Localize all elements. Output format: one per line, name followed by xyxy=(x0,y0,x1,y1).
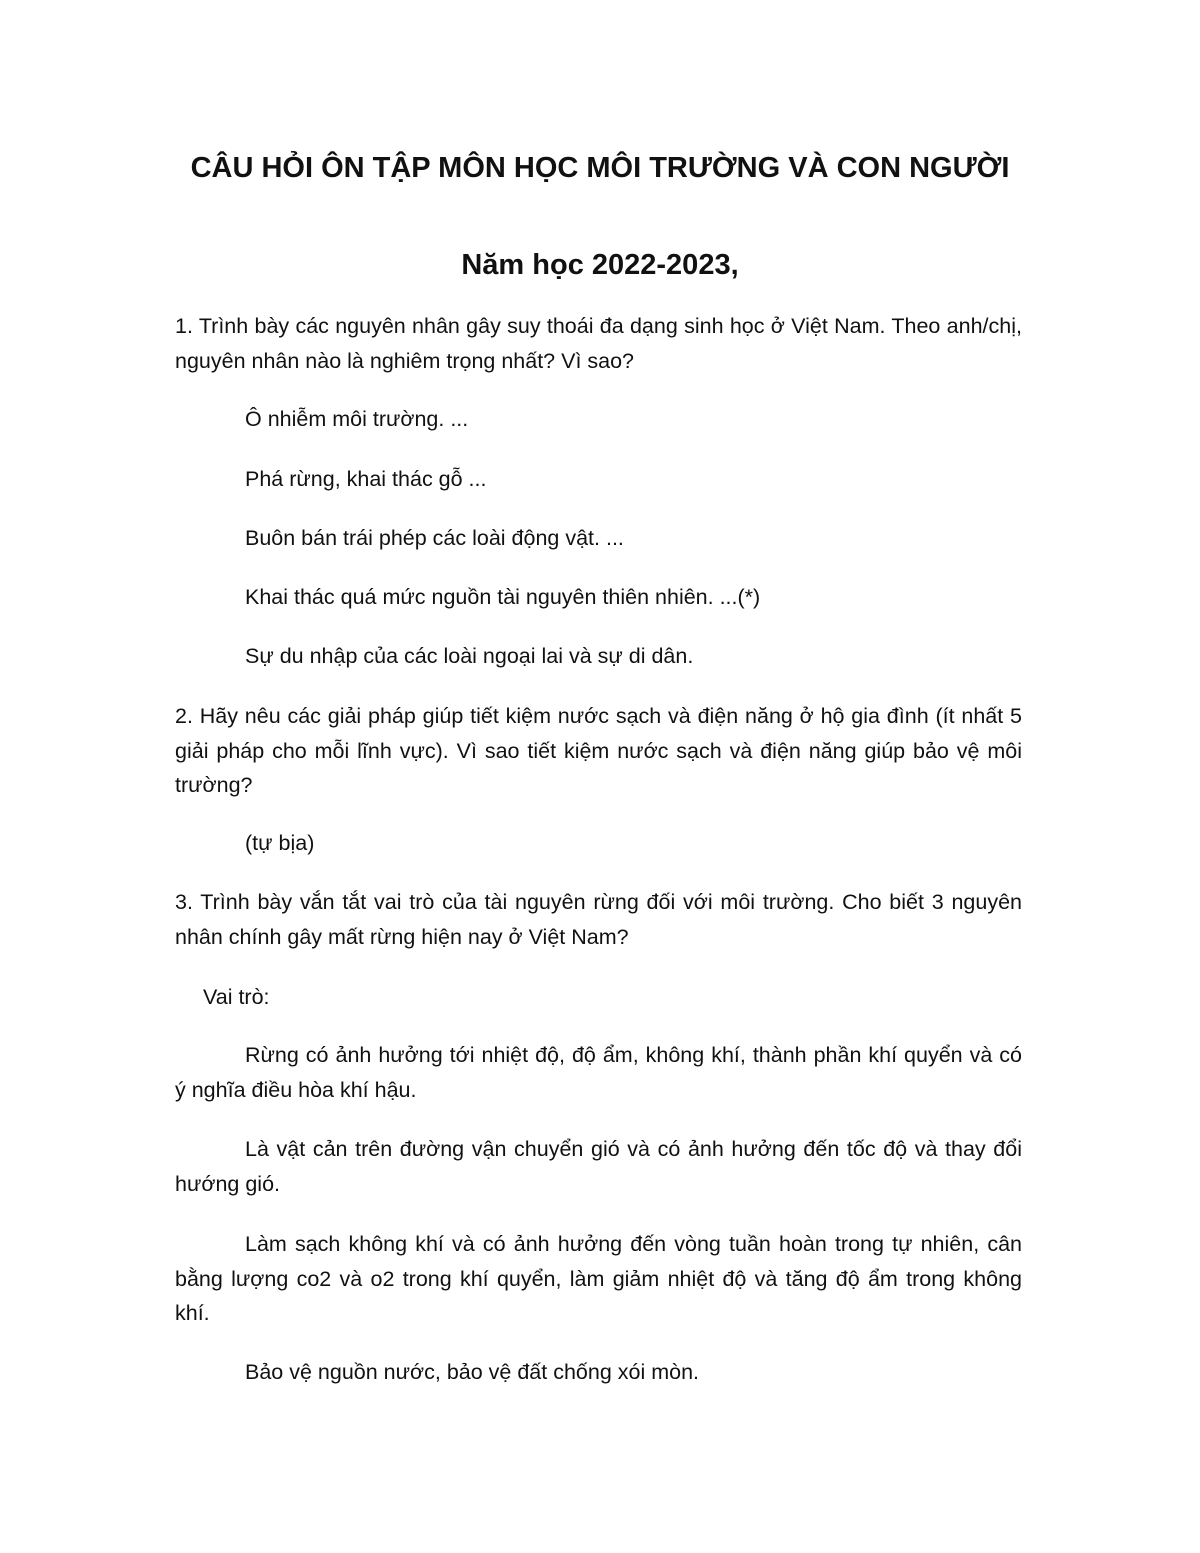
question-3: 3. Trình bày vắn tắt vai trò của tài nguyên rừng đối với môi trường. Cho biết 3 nguyên nhân chính gây mất rừng hiện nay ở Việt Nam? xyxy=(175,890,1022,949)
q3-role-label: Vai trò: xyxy=(203,985,270,1009)
question-1: 1. Trình bày các nguyên nhân gây suy thoái đa dạng sinh học ở Việt Nam. Theo anh/chị, nguyên nhân nào là nghiêm trọng nhất? Vì sao? xyxy=(175,314,1022,373)
document-title: CÂU HỎI ÔN TẬP MÔN HỌC MÔI TRƯỜNG VÀ CON NGƯỜI xyxy=(190,152,1010,184)
q3-role-2: Là vật cản trên đường vận chuyển gió và có ảnh hưởng đến tốc độ và thay đổi hướng gió. xyxy=(175,1137,1022,1196)
q3-role-4: Bảo vệ nguồn nước, bảo vệ đất chống xói mòn. xyxy=(245,1360,700,1384)
q1-answer-4: Khai thác quá mức nguồn tài nguyên thiên nhiên. ...(*) xyxy=(245,585,761,609)
q1-answer-2: Phá rừng, khai thác gỗ ... xyxy=(245,467,487,491)
q1-answer-3: Buôn bán trái phép các loài động vật. ... xyxy=(245,526,624,550)
q1-answer-1: Ô nhiễm môi trường. ... xyxy=(245,407,469,431)
document-subtitle: Năm học 2022-2023, xyxy=(461,249,739,281)
question-2: 2. Hãy nêu các giải pháp giúp tiết kiệm nước sạch và điện năng ở hộ gia đình (ít nhất 5 giải pháp cho mỗi lĩnh vực). Vì sao tiết kiệm nước sạch và điện năng giúp bảo vệ môi trường? xyxy=(175,704,1022,797)
q1-answer-5: Sự du nhập của các loài ngoại lai và sự di dân. xyxy=(245,644,694,668)
q3-role-3: Làm sạch không khí và có ảnh hưởng đến vòng tuần hoàn trong tự nhiên, cân bằng lượng co2 và o2 trong khí quyển, làm giảm nhiệt độ và tăng độ ẩm trong không khí. xyxy=(175,1232,1022,1325)
q3-role-1: Rừng có ảnh hưởng tới nhiệt độ, độ ẩm, không khí, thành phần khí quyển và có ý nghĩa điều hòa khí hậu. xyxy=(175,1043,1022,1102)
q2-answer: (tự bịa) xyxy=(245,831,315,855)
